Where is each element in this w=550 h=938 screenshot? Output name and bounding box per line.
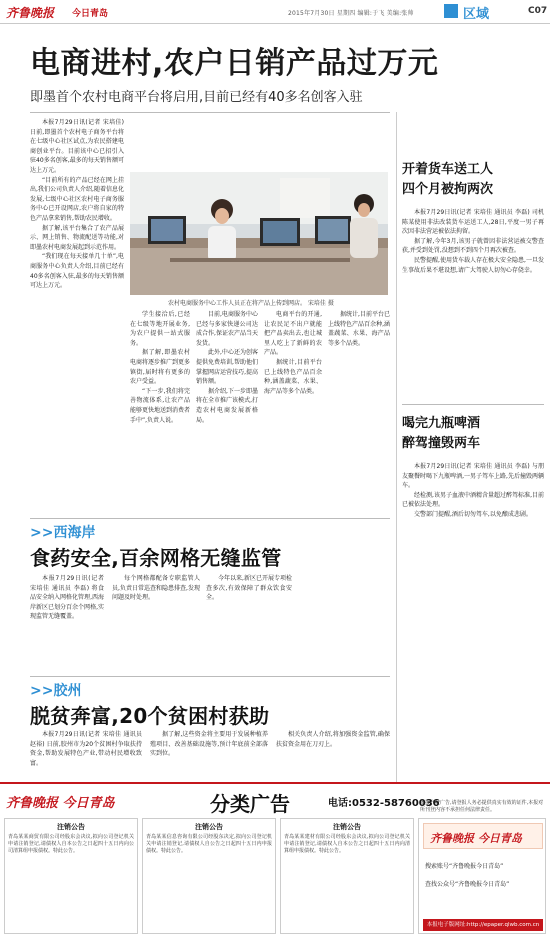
lead-paragraph: 学生接洽后,已经在七级等地开展业务,为农户提供一站式服务。: [130, 311, 190, 347]
photo-caption: 农村电商服务中心工作人员正在将产品上传到网店。 宋培佳 摄: [168, 300, 334, 307]
promo-logo: [423, 823, 543, 849]
side2-paragraph: 经检测,该男子血液中酒精含量超过醉驾标准,目前已被依法处理。: [402, 491, 544, 509]
lead-paragraph: “下一步,我们将完善物流体系,让农产品能够更快地送到消费者手中”,负责人说。: [130, 387, 190, 424]
classified-title: 分类广告: [210, 792, 290, 816]
jiaozhou-paragraph: 据了解,这些资金将主要用于发展种植养殖项目、改善基础设施等,预计年底前全部落实到位。: [150, 731, 268, 758]
section-name: 区域: [463, 7, 490, 22]
page-number: C07: [528, 6, 548, 16]
side1-paragraph: 民警提醒,使用货车载人存在极大安全隐患,一旦发生事故后果不堪设想,请广大驾驶人切勿心存侥幸。: [402, 256, 544, 274]
divider: [30, 112, 390, 113]
jiaozhou-paragraph: 本报7月29日讯(记者 宋培佳 通讯员 赵裕) 日前,胶州市为20个贫困村争取扶持资金,帮助发展特色产业,带动村民增收致富。: [30, 731, 142, 767]
lead-headline: 电商进村,农户日销产品过万元: [30, 46, 439, 81]
lead-column-2: [130, 310, 190, 510]
promo-brand-text: 齐鲁晚报 今日青岛: [430, 832, 522, 845]
west-column-2: [112, 574, 200, 674]
side2-title-line-1: 喝完九瓶啤酒: [402, 416, 481, 431]
notice-card: [280, 818, 414, 934]
lead-paragraph: 目前,电商服务中心已经与多家快递公司达成合作,保证农产品当天发货。: [196, 311, 258, 347]
lead-paragraph: 此外,中心还为创客提供免费培训,帮助他们掌握网店运营技巧,提高销售额。: [196, 349, 258, 386]
classified-note: 本报刊登广告,请登报人务必提供真实有效的证件,本报对所刊登内容不承担任何法律责任。: [420, 800, 544, 813]
divider: [30, 676, 390, 677]
lead-column-1: [30, 118, 124, 510]
section-label-jiaozhou: >>胶州: [30, 683, 82, 699]
lead-paragraph: 据介绍,下一步即墨将在全市推广该模式,打造农村电商发展新格局。: [196, 387, 258, 424]
west-column-3: [206, 574, 292, 674]
notice-body: 青岛某某信息咨询有限公司经股东决定,拟向公司登记机关申请注销登记,请债权人自公告之日起四十五日内申报债权。特此公告。: [146, 834, 272, 854]
notice-title: 注销公告: [333, 823, 361, 831]
notice-card: [4, 818, 138, 934]
section-label-west: >>西海岸: [30, 525, 96, 541]
side1-paragraph: 据了解,今年3月,该男子就曾因非法营运被交警查获,并受到处罚,没想到不到四个月再次被查。: [402, 237, 544, 255]
side2-paragraph: 本报7月29日讯(记者 宋培佳 通讯员 李磊) 与朋友聚餐时喝下九瓶啤酒,一男子驾车上路,先后撞毁两辆车。: [402, 463, 544, 490]
side2-paragraph: 交警部门提醒,酒后切勿驾车,以免酿成悲剧。: [414, 510, 532, 518]
notice-body: 青岛某某商贸有限公司经股东会决议,拟向公司登记机关申请注销登记,请债权人自本公告之日起四十五日内向公司清算组申报债权。特此公告。: [8, 834, 134, 854]
classified-header: [0, 782, 550, 816]
classified-brand: 齐鲁晚报 今日青岛: [6, 796, 115, 811]
lead-paragraph: 据了解,即墨农村电商将逐步推广到更多镇街,届时将有更多的农户受益。: [130, 349, 190, 386]
divider: [402, 404, 544, 405]
lead-paragraph: 据统计,目前平台已上线特色产品百余种,涵盖蔬菜、水果、海产品等多个品类。: [328, 311, 390, 347]
notice-title: 注销公告: [57, 823, 85, 831]
newspaper-logo: 齐鲁晚报: [6, 6, 55, 20]
masthead: [0, 0, 550, 24]
lead-column-5: [328, 310, 390, 510]
office-photo-illustration: [130, 172, 388, 295]
west-paragraph: 今年以来,新区已开展专项检查多次,有效保障了群众饮食安全。: [206, 575, 292, 602]
notice-title: 注销公告: [195, 823, 223, 831]
edition-name: 今日青岛: [72, 9, 109, 19]
lead-paragraph: 本报7月29日讯(记者 宋培佳) 日前,即墨首个农村电子商务平台将在七级中心社区试点,为农民搭建电商创业平台。目前该中心已招引入驻40多名创客,最多的每天销售额可达上万元。: [30, 119, 124, 174]
promo-weibo-line: 搜索账号“齐鲁晚报今日青岛”: [425, 863, 504, 870]
lead-paragraph: 据统计,目前平台已上线特色产品百余种,涵盖蔬菜、水果、海产品等多个品类。: [264, 358, 322, 395]
notice-body: 青岛某某建材有限公司经股东会决议,拟向公司登记机关申请注销登记,请债权人自本公告之日起四十五日内向清算组申报债权。特此公告。: [284, 834, 410, 854]
jiaozhou-column-2: [150, 730, 268, 780]
side1-paragraph: 本报7月29日讯(记者 宋培佳 通讯员 李磊) 司机陈某使用非法改装货车运送工人,28日,平度一男子再次因非法营运被依法拘留。: [402, 209, 544, 236]
side1-body: [402, 208, 544, 373]
lead-column-4: [264, 310, 322, 510]
notice-card: [142, 818, 276, 934]
promo-wechat-line: 查找公众号“齐鲁晚报今日青岛”: [425, 881, 510, 888]
classified-phone: 电话:0532-58760036: [328, 798, 440, 809]
column-divider: [396, 112, 397, 782]
dateline: 2015年7月30日 星期四 编辑:于飞 美编:张帅: [288, 10, 414, 17]
jiaozhou-column-3: [276, 730, 390, 780]
lead-paragraph: “目前所有的产品已经在网上挂出,我们公司负责人介绍,随着信息化发展,七级中心社区农村电子商务服务中心已开设网店,农户将自家的特色产品拿来销售,帮助农民增收。: [30, 176, 124, 222]
lead-column-3: [196, 310, 258, 510]
lead-paragraph: 电商平台的开通,让农民足不出户就能把产品卖出去,也让城里人吃上了新鲜的农产品。: [264, 311, 322, 357]
side2-title-line-2: 醉驾撞毁两车: [402, 436, 481, 451]
side2-body: [402, 462, 544, 778]
lead-photo: [130, 172, 388, 295]
side1-title-line-1: 开着货车送工人: [402, 162, 494, 177]
lead-subhead: 即墨首个农村电商平台将启用,目前已经有40多名创客入驻: [30, 90, 363, 105]
west-headline: 食药安全,百余网格无缝监管: [30, 546, 282, 570]
promo-card: [418, 818, 546, 934]
west-paragraph: 每个网格都配备专职监管人员,负责日常巡查和隐患排查,发现问题及时处理。: [112, 575, 200, 602]
section-tag: [444, 3, 524, 20]
west-column-1: [30, 574, 104, 674]
lead-paragraph: “我们现在每天接单几十单”,电商服务中心负责人介绍,目前已经有40多名创客入驻,最多的每天销售额可达上万元。: [30, 253, 124, 290]
side1-title-line-2: 四个月被拘两次: [402, 182, 494, 197]
promo-website-link[interactable]: 本报电子版网址:http://epaper.qlwb.com.cn: [423, 919, 543, 931]
section-square-icon: [444, 4, 458, 18]
west-paragraph: 本报7月29日讯(记者 宋培佳 通讯员 李磊) 将食品安全纳入网格化管理,西海岸新区已划分百余个网格,实现监管无缝覆盖。: [30, 575, 104, 621]
jiaozhou-headline: 脱贫奔富,20个贫困村获助: [30, 704, 270, 728]
jiaozhou-column-1: [30, 730, 142, 780]
jiaozhou-paragraph: 相关负责人介绍,将加强资金监管,确保扶贫资金用在刀刃上。: [276, 731, 390, 748]
lead-paragraph: 据了解,该平台集合了农产品展示、网上销售、物流配送等功能,对即墨农村电商发展起到示范作用。: [30, 224, 124, 251]
divider: [30, 518, 390, 519]
